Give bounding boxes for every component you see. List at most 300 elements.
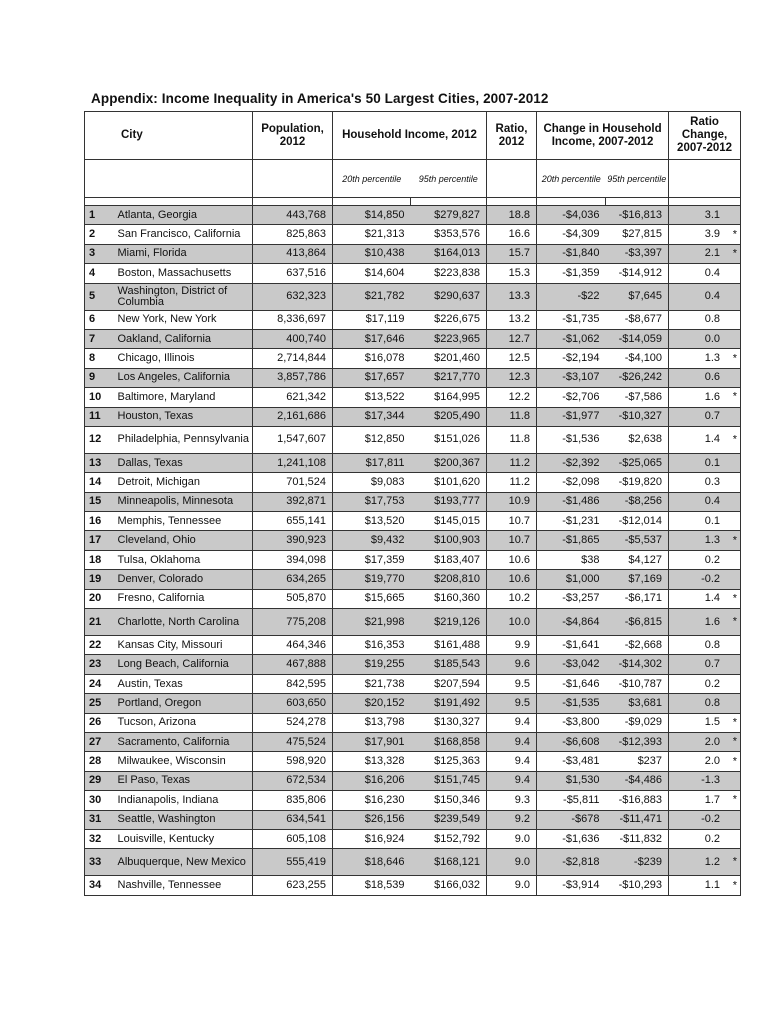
rank-cell: 7 (85, 329, 115, 348)
income-95th-cell: $290,637 (411, 283, 487, 310)
change-95th-cell: -$25,065 (606, 453, 669, 472)
ratio-change-cell (669, 829, 741, 848)
change-20th-cell: -$3,107 (537, 368, 606, 387)
ratio-change-value: 1.7 (704, 793, 721, 806)
change-95th-cell: $7,645 (606, 283, 669, 310)
ratio-change-cell (669, 752, 741, 771)
city-cell: Cleveland, Ohio (115, 531, 253, 550)
change-20th-cell: -$1,536 (537, 426, 606, 453)
income-95th-cell: $191,492 (411, 694, 487, 713)
city-cell: Miami, Florida (115, 244, 253, 263)
ratio-change-cell (669, 713, 741, 732)
population-cell: 775,208 (253, 609, 333, 636)
ratio-change-cell (669, 264, 741, 283)
ratio-cell: 9.4 (487, 713, 537, 732)
subheader-row (85, 160, 741, 198)
ratio-change-value: 1.4 (704, 433, 721, 446)
income-95th-cell: $207,594 (411, 674, 487, 693)
table-row (85, 531, 741, 550)
ratio-change-value: 0.4 (704, 290, 721, 303)
rank-cell: 5 (85, 283, 115, 310)
population-cell: 603,650 (253, 694, 333, 713)
ratio-change-cell (669, 694, 741, 713)
header-ratio-change: Ratio Change, 2007-2012 (669, 112, 741, 160)
table-row (85, 283, 741, 310)
significance-marker: * (732, 735, 738, 748)
city-cell: Dallas, Texas (115, 453, 253, 472)
ratio-change-value: 1.4 (704, 592, 721, 605)
income-20th-cell: $9,083 (333, 473, 411, 492)
income-20th-cell: $19,255 (333, 655, 411, 674)
ratio-cell: 10.0 (487, 609, 537, 636)
ratio-cell: 11.8 (487, 426, 537, 453)
income-95th-cell: $279,827 (411, 206, 487, 225)
population-cell: 623,255 (253, 876, 333, 895)
income-20th-cell: $16,924 (333, 829, 411, 848)
table-row (85, 570, 741, 589)
ratio-change-value: 1.1 (704, 879, 721, 892)
ratio-cell: 16.6 (487, 225, 537, 244)
rank-cell: 19 (85, 570, 115, 589)
ratio-change-cell (669, 655, 741, 674)
income-20th-cell: $17,657 (333, 368, 411, 387)
ratio-cell: 9.2 (487, 810, 537, 829)
ratio-change-cell (669, 732, 741, 751)
ratio-change-cell (669, 388, 741, 407)
change-20th-cell: -$22 (537, 283, 606, 310)
ratio-cell: 9.4 (487, 752, 537, 771)
ratio-cell: 9.0 (487, 849, 537, 876)
ratio-cell: 10.6 (487, 570, 537, 589)
city-cell: Milwaukee, Wisconsin (115, 752, 253, 771)
ratio-cell: 9.9 (487, 636, 537, 655)
ratio-cell: 9.3 (487, 791, 537, 810)
ratio-cell: 9.4 (487, 732, 537, 751)
city-cell: Kansas City, Missouri (115, 636, 253, 655)
ratio-change-value: 2.1 (704, 247, 721, 260)
page-title: Appendix: Income Inequality in America's 50 Largest Cities, 2007-2012 (91, 91, 549, 106)
change-95th-cell: -$19,820 (606, 473, 669, 492)
population-cell: 634,541 (253, 810, 333, 829)
change-95th-cell: -$7,586 (606, 388, 669, 407)
rank-cell: 17 (85, 531, 115, 550)
income-95th-cell: $201,460 (411, 349, 487, 368)
change-20th-cell: -$1,231 (537, 512, 606, 531)
income-20th-cell: $20,152 (333, 694, 411, 713)
change-20th-cell: -$1,646 (537, 674, 606, 693)
income-95th-cell: $164,995 (411, 388, 487, 407)
ratio-change-value: 0.4 (704, 266, 721, 279)
ratio-cell: 10.7 (487, 531, 537, 550)
city-cell: Boston, Massachusetts (115, 264, 253, 283)
ratio-change-cell (669, 225, 741, 244)
change-20th-cell: -$4,036 (537, 206, 606, 225)
rank-cell: 3 (85, 244, 115, 263)
change-95th-cell: -$14,912 (606, 264, 669, 283)
table-row (85, 752, 741, 771)
ratio-change-value: 1.6 (704, 615, 721, 628)
table-row (85, 473, 741, 492)
significance-marker: * (732, 793, 738, 806)
significance-marker: * (732, 615, 738, 628)
ratio-cell: 9.4 (487, 771, 537, 790)
change-95th-cell: -$10,327 (606, 407, 669, 426)
rank-cell: 13 (85, 453, 115, 472)
ratio-change-value: 0.3 (704, 475, 721, 488)
city-cell: Louisville, Kentucky (115, 829, 253, 848)
ratio-change-cell (669, 771, 741, 790)
income-20th-cell: $16,078 (333, 349, 411, 368)
population-cell: 655,141 (253, 512, 333, 531)
ratio-change-cell (669, 426, 741, 453)
ratio-change-cell (669, 473, 741, 492)
ratio-cell: 11.8 (487, 407, 537, 426)
income-95th-cell: $150,346 (411, 791, 487, 810)
city-cell: Portland, Oregon (115, 694, 253, 713)
income-95th-cell: $168,858 (411, 732, 487, 751)
rank-cell: 18 (85, 550, 115, 569)
income-20th-cell: $17,811 (333, 453, 411, 472)
rank-cell: 11 (85, 407, 115, 426)
ratio-change-value: 0.4 (704, 495, 721, 508)
income-20th-cell: $17,344 (333, 407, 411, 426)
ratio-cell: 9.5 (487, 694, 537, 713)
header-household-income: Household Income, 2012 (333, 112, 487, 160)
population-cell: 524,278 (253, 713, 333, 732)
change-95th-cell: -$16,813 (606, 206, 669, 225)
table-row (85, 329, 741, 348)
income-20th-cell: $14,604 (333, 264, 411, 283)
change-20th-cell: -$2,194 (537, 349, 606, 368)
income-95th-cell: $145,015 (411, 512, 487, 531)
change-95th-cell: -$8,677 (606, 310, 669, 329)
header-city: City (85, 112, 253, 160)
change-95th-cell: -$10,293 (606, 876, 669, 895)
population-cell: 2,161,686 (253, 407, 333, 426)
income-inequality-table (84, 111, 741, 896)
table-row (85, 368, 741, 387)
income-20th-cell: $18,539 (333, 876, 411, 895)
table-row (85, 512, 741, 531)
ratio-change-cell (669, 206, 741, 225)
population-cell: 825,863 (253, 225, 333, 244)
income-95th-cell: $200,367 (411, 453, 487, 472)
table-row (85, 225, 741, 244)
significance-marker: * (732, 592, 738, 605)
ratio-change-cell (669, 531, 741, 550)
income-95th-cell: $193,777 (411, 492, 487, 511)
city-cell: Sacramento, California (115, 732, 253, 751)
table-row (85, 636, 741, 655)
change-95th-cell: -$9,029 (606, 713, 669, 732)
city-cell: Washington, District of Columbia (115, 283, 253, 310)
city-cell: Chicago, Illinois (115, 349, 253, 368)
population-cell: 842,595 (253, 674, 333, 693)
change-20th-cell: -$1,535 (537, 694, 606, 713)
change-95th-cell: -$6,815 (606, 609, 669, 636)
ratio-cell: 10.7 (487, 512, 537, 531)
ratio-change-cell (669, 368, 741, 387)
change-20th-cell: -$1,735 (537, 310, 606, 329)
change-20th-cell: -$678 (537, 810, 606, 829)
city-cell: Tucson, Arizona (115, 713, 253, 732)
ratio-cell: 13.2 (487, 310, 537, 329)
city-cell: Seattle, Washington (115, 810, 253, 829)
ratio-change-value: 0.2 (704, 677, 721, 690)
ratio-change-cell (669, 589, 741, 608)
change-95th-cell: -$12,014 (606, 512, 669, 531)
income-95th-cell: $166,032 (411, 876, 487, 895)
table-row (85, 829, 741, 848)
population-cell: 555,419 (253, 849, 333, 876)
ratio-change-cell (669, 283, 741, 310)
city-cell: Tulsa, Oklahoma (115, 550, 253, 569)
change-20th-cell: -$5,811 (537, 791, 606, 810)
table-row (85, 244, 741, 263)
city-cell: Denver, Colorado (115, 570, 253, 589)
ratio-change-value: 0.2 (704, 832, 721, 845)
income-95th-cell: $151,745 (411, 771, 487, 790)
rank-cell: 1 (85, 206, 115, 225)
table-row (85, 550, 741, 569)
population-cell: 1,241,108 (253, 453, 333, 472)
change-95th-cell: -$2,668 (606, 636, 669, 655)
rank-cell: 8 (85, 349, 115, 368)
population-cell: 475,524 (253, 732, 333, 751)
subheader-change-20th: 20th percentile (537, 160, 606, 198)
change-20th-cell: -$6,608 (537, 732, 606, 751)
rank-cell: 24 (85, 674, 115, 693)
city-cell: Houston, Texas (115, 407, 253, 426)
ratio-change-value: 3.9 (704, 228, 721, 241)
city-cell: Minneapolis, Minnesota (115, 492, 253, 511)
rank-cell: 31 (85, 810, 115, 829)
income-20th-cell: $21,782 (333, 283, 411, 310)
change-20th-cell: $1,000 (537, 570, 606, 589)
ratio-cell: 9.0 (487, 876, 537, 895)
ratio-change-value: 0.8 (704, 638, 721, 651)
ratio-change-value: 0.1 (704, 514, 721, 527)
rank-cell: 10 (85, 388, 115, 407)
ratio-change-cell (669, 810, 741, 829)
table-row (85, 655, 741, 674)
table-row (85, 388, 741, 407)
change-20th-cell: -$2,818 (537, 849, 606, 876)
income-20th-cell: $17,753 (333, 492, 411, 511)
population-cell: 2,714,844 (253, 349, 333, 368)
table-row (85, 771, 741, 790)
change-20th-cell: -$2,706 (537, 388, 606, 407)
population-cell: 1,547,607 (253, 426, 333, 453)
change-20th-cell: -$1,840 (537, 244, 606, 263)
table-row (85, 426, 741, 453)
rank-cell: 27 (85, 732, 115, 751)
population-cell: 701,524 (253, 473, 333, 492)
income-20th-cell: $17,119 (333, 310, 411, 329)
rank-cell: 29 (85, 771, 115, 790)
header-change: Change in Household Income, 2007-2012 (537, 112, 669, 160)
income-95th-cell: $168,121 (411, 849, 487, 876)
income-20th-cell: $17,646 (333, 329, 411, 348)
ratio-change-value: 0.0 (704, 332, 721, 345)
ratio-cell: 12.7 (487, 329, 537, 348)
ratio-change-cell (669, 791, 741, 810)
population-cell: 3,857,786 (253, 368, 333, 387)
table-row (85, 589, 741, 608)
city-cell: New York, New York (115, 310, 253, 329)
table-row (85, 694, 741, 713)
table-row (85, 609, 741, 636)
ratio-change-cell (669, 310, 741, 329)
change-95th-cell: -$16,883 (606, 791, 669, 810)
rank-cell: 33 (85, 849, 115, 876)
ratio-change-cell (669, 492, 741, 511)
rank-cell: 12 (85, 426, 115, 453)
ratio-cell: 15.7 (487, 244, 537, 263)
income-20th-cell: $12,850 (333, 426, 411, 453)
population-cell: 637,516 (253, 264, 333, 283)
ratio-change-cell (669, 512, 741, 531)
table-row (85, 674, 741, 693)
income-20th-cell: $19,770 (333, 570, 411, 589)
change-95th-cell: $3,681 (606, 694, 669, 713)
ratio-change-cell (669, 636, 741, 655)
ratio-cell: 12.5 (487, 349, 537, 368)
significance-marker: * (732, 228, 738, 241)
ratio-cell: 13.3 (487, 283, 537, 310)
ratio-cell: 10.2 (487, 589, 537, 608)
income-95th-cell: $223,965 (411, 329, 487, 348)
population-cell: 464,346 (253, 636, 333, 655)
population-cell: 835,806 (253, 791, 333, 810)
ratio-change-value: 1.6 (704, 390, 721, 403)
population-cell: 8,336,697 (253, 310, 333, 329)
city-cell: Los Angeles, California (115, 368, 253, 387)
header-population: Population, 2012 (253, 112, 333, 160)
rank-cell: 21 (85, 609, 115, 636)
change-95th-cell: -$5,537 (606, 531, 669, 550)
rank-cell: 28 (85, 752, 115, 771)
income-20th-cell: $14,850 (333, 206, 411, 225)
change-20th-cell: -$3,042 (537, 655, 606, 674)
income-95th-cell: $130,327 (411, 713, 487, 732)
table-row (85, 791, 741, 810)
table-row (85, 349, 741, 368)
income-20th-cell: $15,665 (333, 589, 411, 608)
ratio-change-value: 0.1 (704, 456, 721, 469)
city-cell: Indianapolis, Indiana (115, 791, 253, 810)
income-20th-cell: $21,738 (333, 674, 411, 693)
significance-marker: * (732, 716, 738, 729)
rank-cell: 26 (85, 713, 115, 732)
ratio-change-value: 0.8 (704, 313, 721, 326)
population-cell: 443,768 (253, 206, 333, 225)
ratio-cell: 10.9 (487, 492, 537, 511)
table-row (85, 453, 741, 472)
income-95th-cell: $217,770 (411, 368, 487, 387)
city-cell: San Francisco, California (115, 225, 253, 244)
significance-marker: * (732, 879, 738, 892)
population-cell: 390,923 (253, 531, 333, 550)
ratio-cell: 10.6 (487, 550, 537, 569)
change-95th-cell: -$6,171 (606, 589, 669, 608)
income-95th-cell: $101,620 (411, 473, 487, 492)
income-95th-cell: $226,675 (411, 310, 487, 329)
ratio-change-value: 2.0 (704, 755, 721, 768)
ratio-change-cell (669, 570, 741, 589)
city-cell: Oakland, California (115, 329, 253, 348)
subheader-income-95th: 95th percentile (411, 160, 487, 198)
income-95th-cell: $353,576 (411, 225, 487, 244)
population-cell: 505,870 (253, 589, 333, 608)
change-20th-cell: -$3,914 (537, 876, 606, 895)
change-20th-cell: -$1,636 (537, 829, 606, 848)
significance-marker: * (732, 390, 738, 403)
change-95th-cell: $2,638 (606, 426, 669, 453)
population-cell: 632,323 (253, 283, 333, 310)
ratio-change-value: 1.5 (704, 716, 721, 729)
table-row (85, 206, 741, 225)
city-cell: Austin, Texas (115, 674, 253, 693)
change-20th-cell: -$1,062 (537, 329, 606, 348)
income-20th-cell: $18,646 (333, 849, 411, 876)
income-95th-cell: $164,013 (411, 244, 487, 263)
ratio-cell: 9.0 (487, 829, 537, 848)
table-row (85, 264, 741, 283)
table-row (85, 849, 741, 876)
ratio-change-value: 3.1 (704, 208, 721, 221)
change-20th-cell: -$1,641 (537, 636, 606, 655)
income-20th-cell: $10,438 (333, 244, 411, 263)
change-95th-cell: -$239 (606, 849, 669, 876)
ratio-change-cell (669, 674, 741, 693)
income-20th-cell: $21,998 (333, 609, 411, 636)
change-95th-cell: -$8,256 (606, 492, 669, 511)
income-95th-cell: $151,026 (411, 426, 487, 453)
ratio-change-value: -1.3 (701, 774, 721, 787)
rank-cell: 25 (85, 694, 115, 713)
income-20th-cell: $16,206 (333, 771, 411, 790)
change-20th-cell: -$1,486 (537, 492, 606, 511)
ratio-change-value: 0.6 (704, 371, 721, 384)
city-cell: Memphis, Tennessee (115, 512, 253, 531)
city-cell: Nashville, Tennessee (115, 876, 253, 895)
ratio-change-value: -0.2 (701, 813, 721, 826)
ratio-cell: 9.6 (487, 655, 537, 674)
income-95th-cell: $183,407 (411, 550, 487, 569)
ratio-change-cell (669, 849, 741, 876)
change-95th-cell: -$10,787 (606, 674, 669, 693)
change-20th-cell: -$3,481 (537, 752, 606, 771)
table-row (85, 713, 741, 732)
ratio-change-value: 0.2 (704, 553, 721, 566)
significance-marker: * (732, 352, 738, 365)
rank-cell: 23 (85, 655, 115, 674)
change-95th-cell: $4,127 (606, 550, 669, 569)
table-row (85, 732, 741, 751)
population-cell: 598,920 (253, 752, 333, 771)
city-cell: Detroit, Michigan (115, 473, 253, 492)
ratio-change-value: 1.3 (704, 352, 721, 365)
change-95th-cell: -$4,486 (606, 771, 669, 790)
rank-cell: 2 (85, 225, 115, 244)
rank-cell: 15 (85, 492, 115, 511)
rank-cell: 30 (85, 791, 115, 810)
change-95th-cell: $7,169 (606, 570, 669, 589)
ratio-cell: 12.3 (487, 368, 537, 387)
ratio-cell: 15.3 (487, 264, 537, 283)
rank-cell: 16 (85, 512, 115, 531)
